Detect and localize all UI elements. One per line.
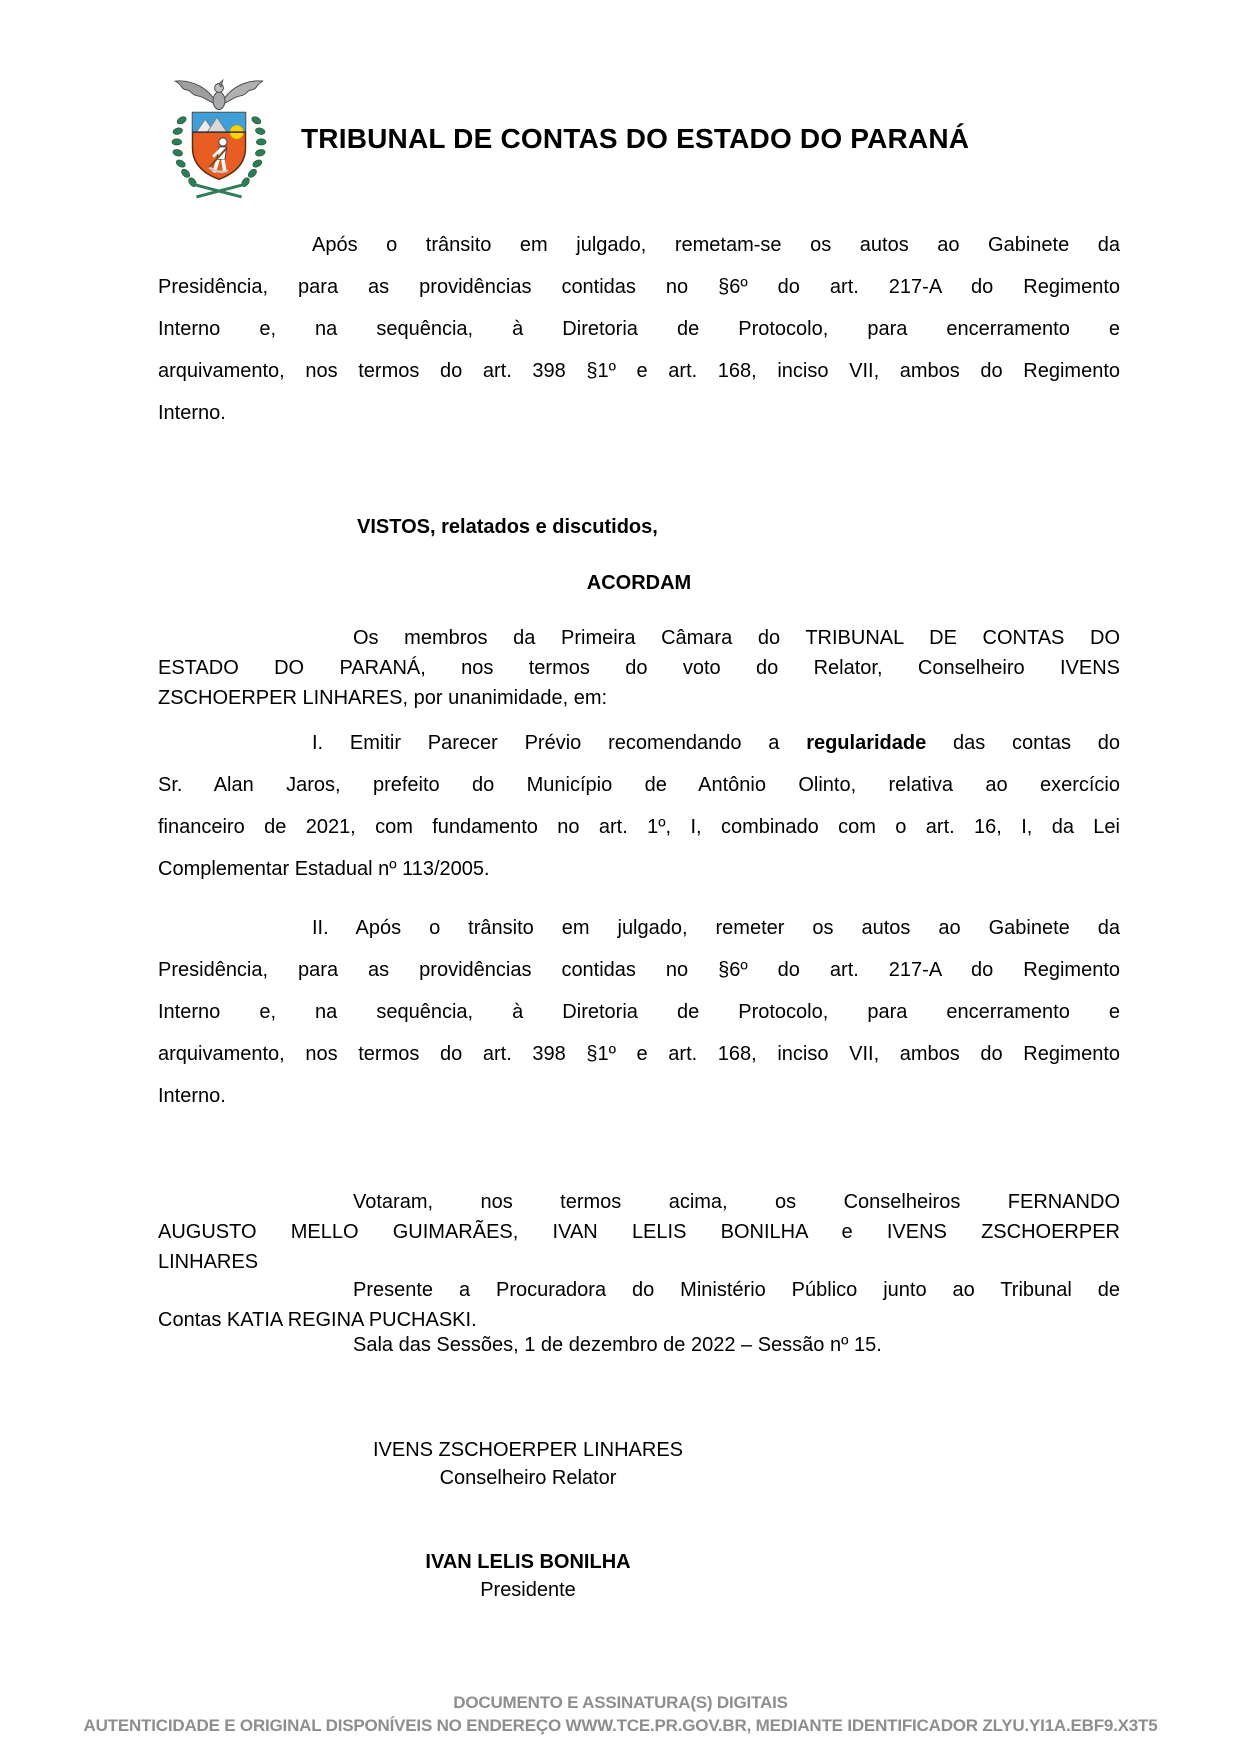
digital-signature-footer	[0, 1691, 1241, 1737]
paragraph-line: ZSCHOERPER LINHARES, por unanimidade, em:	[158, 687, 608, 709]
item-i-text-before: I. Emitir Parecer Prévio recomendando a	[312, 732, 807, 754]
paragraph-line: Sr. Alan Jaros, prefeito do Município de Antônio Olinto, relativa ao exercício	[158, 774, 1120, 796]
item-i-highlight: regularidade	[806, 732, 927, 754]
footer-line-1: DOCUMENTO E ASSINATURA(S) DIGITAIS	[453, 1693, 788, 1712]
vistos-heading: VISTOS, relatados e discutidos,	[357, 516, 658, 538]
paragraph-item-ii	[158, 907, 1120, 1117]
paragraph-line: Presidência, para as providências contidas no §6º do art. 217-A do Regimento	[158, 276, 1120, 298]
paragraph-line: arquivamento, nos termos do art. 398 §1º e art. 168, inciso VII, ambos do Regimento	[158, 360, 1120, 382]
paragraph-line: Interno.	[158, 402, 226, 424]
paragraph-membros	[158, 623, 1120, 713]
paragraph-line: Votaram, nos termos acima, os Conselheiros FERNANDO	[353, 1191, 1120, 1213]
signature-presidente	[158, 1548, 898, 1604]
signature-name: IVAN LELIS BONILHA	[425, 1551, 631, 1573]
paragraph-line: Após o trânsito em julgado, remetam-se os autos ao Gabinete da	[312, 234, 1120, 256]
paragraph-line: Interno e, na sequência, à Diretoria de Protocolo, para encerramento e	[158, 1001, 1120, 1023]
signature-name: IVENS ZSCHOERPER LINHARES	[372, 1439, 684, 1461]
item-i-text-after: das contas do	[926, 732, 1120, 754]
session-line-wrap	[158, 1330, 1120, 1360]
paragraph-presente	[158, 1275, 1120, 1335]
paragraph-remessa	[158, 224, 1120, 434]
paragraph-line: ESTADO DO PARANÁ, nos termos do voto do Relator, Conselheiro IVENS	[158, 657, 1120, 679]
parana-coat-of-arms-icon	[165, 75, 273, 203]
session-line: Sala das Sessões, 1 de dezembro de 2022 – Sessão nº 15.	[353, 1334, 882, 1356]
signature-role: Conselheiro Relator	[439, 1467, 617, 1489]
paragraph-line: Os membros da Primeira Câmara do TRIBUNAL DE CONTAS DO	[353, 627, 1120, 649]
signature-relator	[158, 1436, 898, 1492]
paragraph-line: financeiro de 2021, com fundamento no art. 1º, I, combinado com o art. 16, I, da Lei	[158, 816, 1120, 838]
paragraph-line	[158, 722, 1120, 764]
footer-line-2: AUTENTICIDADE E ORIGINAL DISPONÍVEIS NO ENDEREÇO WWW.TCE.PR.GOV.BR, MEDIANTE IDENTIFICADOR ZLYU.YI1A.EBF9.X3T5	[83, 1716, 1158, 1735]
paragraph-line: LINHARES	[158, 1251, 259, 1273]
paragraph-line: Interno.	[158, 1085, 226, 1107]
paragraph-line: AUGUSTO MELLO GUIMARÃES, IVAN LELIS BONILHA e IVENS ZSCHOERPER	[158, 1221, 1120, 1243]
paragraph-line: Presidência, para as providências contidas no §6º do art. 217-A do Regimento	[158, 959, 1120, 981]
paragraph-line: Interno e, na sequência, à Diretoria de Protocolo, para encerramento e	[158, 318, 1120, 340]
signature-role: Presidente	[480, 1579, 576, 1601]
acordam-heading: ACORDAM	[586, 572, 692, 594]
paragraph-votaram	[158, 1187, 1120, 1277]
paragraph-line: Complementar Estadual nº 113/2005.	[158, 858, 490, 880]
paragraph-line: Contas KATIA REGINA PUCHASKI.	[158, 1309, 477, 1331]
paragraph-line: arquivamento, nos termos do art. 398 §1º e art. 168, inciso VII, ambos do Regimento	[158, 1043, 1120, 1065]
document-header	[165, 75, 969, 203]
paragraph-item-i	[158, 722, 1120, 890]
paragraph-line: II. Após o trânsito em julgado, remeter os autos ao Gabinete da	[312, 917, 1120, 939]
institution-title: TRIBUNAL DE CONTAS DO ESTADO DO PARANÁ	[301, 123, 970, 154]
paragraph-line: Presente a Procuradora do Ministério Público junto ao Tribunal de	[353, 1279, 1120, 1301]
